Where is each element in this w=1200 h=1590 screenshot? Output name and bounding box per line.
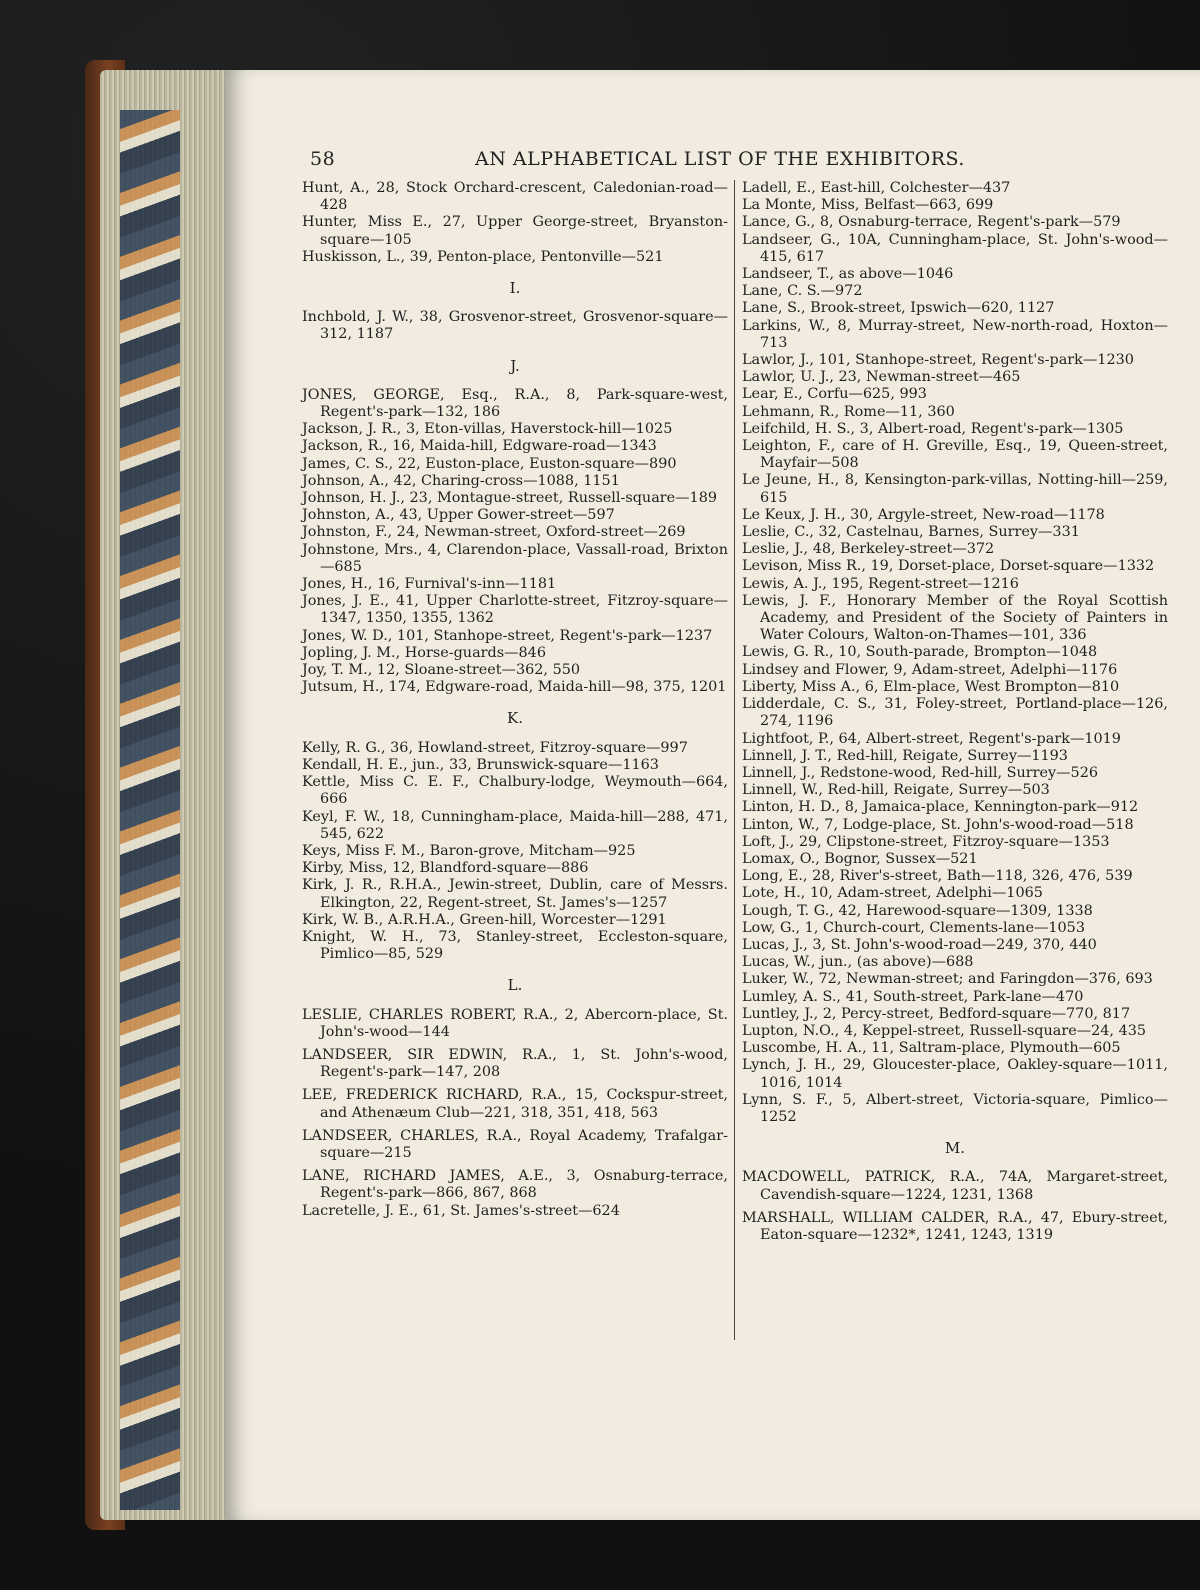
exhibitor-entry: Ladell, E., East-hill, Colchester—437 — [742, 180, 1011, 196]
page-number: 58 — [310, 148, 336, 170]
exhibitor-entry: Lucas, J., 3, St. John's-wood-road—249, 370, 440 — [742, 936, 1097, 953]
exhibitor-entry: Jackson, J. R., 3, Eton-villas, Haverstock-hill—1025 — [302, 421, 673, 438]
academician-entry: MACDOWELL, PATRICK, R.A., 74A, Margaret-street, Cavendish-square—1224, 1231, 1368 — [742, 1169, 1168, 1203]
exhibitor-entry: Hunt, A., 28, Stock Orchard-crescent, Caledonian-road—428 — [302, 180, 728, 214]
exhibitor-entry: Johnston, F., 24, Newman-street, Oxford-street—269 — [302, 524, 686, 541]
exhibitor-entry: Keyl, F. W., 18, Cunningham-place, Maida-hill—288, 471, 545, 622 — [302, 808, 728, 842]
exhibitor-entry: Lindsey and Flower, 9, Adam-street, Adelphi—1176 — [742, 661, 1118, 678]
exhibitor-entry: Joy, T. M., 12, Sloane-street—362, 550 — [302, 662, 581, 679]
exhibitor-entry: Linnell, W., Red-hill, Reigate, Surrey—503 — [742, 782, 1050, 799]
exhibitor-entry: Kirk, J. R., R.H.A., Jewin-street, Dublin, care of Messrs. Elkington, 22, Regent-street, St. James's—1257 — [302, 877, 728, 911]
exhibitor-entry: Linton, W., 7, Lodge-place, St. John's-wood-road—518 — [742, 816, 1134, 833]
exhibitor-entry: Lewis, G. R., 10, South-parade, Brompton—1048 — [742, 644, 1098, 661]
section-letter: L. — [507, 976, 523, 995]
exhibitor-entry: Landseer, T., as above—1046 — [742, 266, 954, 283]
exhibitor-entry: Le Keux, J. H., 30, Argyle-street, New-road—1178 — [742, 506, 1105, 523]
exhibitor-entry: Jones, J. E., 41, Upper Charlotte-street, Fitzroy-square—1347, 1350, 1355, 1362 — [302, 593, 728, 627]
exhibitor-entry: Lough, T. G., 42, Harewood-square—1309, 1338 — [742, 902, 1093, 919]
exhibitor-entry: Long, E., 28, River's-street, Bath—118, 326, 476, 539 — [742, 868, 1133, 885]
exhibitor-entry: Lane, S., Brook-street, Ipswich—620, 1127 — [742, 300, 1055, 317]
exhibitor-entry: Kirk, W. B., A.R.H.A., Green-hill, Worcester—1291 — [302, 911, 667, 928]
exhibitor-entry: Johnston, A., 43, Upper Gower-street—597 — [302, 507, 615, 524]
academician-entry: LEE, FREDERICK RICHARD, R.A., 15, Cockspur-street, and Athenæum Club—221, 318, 351, 418, 563 — [302, 1087, 728, 1121]
exhibitor-entry: Linnell, J. T., Red-hill, Reigate, Surrey—1193 — [742, 747, 1068, 764]
exhibitor-entry: Lewis, A. J., 195, Regent-street—1216 — [742, 575, 1019, 592]
exhibitor-entry: Lear, E., Corfu—625, 993 — [742, 386, 927, 403]
exhibitor-entry: Lane, C. S.—972 — [742, 283, 863, 300]
exhibitor-entry: Leighton, F., care of H. Greville, Esq., 19, Queen-street, Mayfair—508 — [742, 438, 1168, 472]
exhibitor-entry: Lehmann, R., Rome—11, 360 — [742, 403, 955, 420]
right-column — [742, 180, 1168, 1244]
exhibitor-entry: Leslie, C., 32, Castelnau, Barnes, Surrey—331 — [742, 524, 1080, 541]
academician-entry: LANDSEER, SIR EDWIN, R.A., 1, St. John's-wood, Regent's-park—147, 208 — [302, 1046, 728, 1081]
column-divider — [734, 180, 735, 1340]
section-letter: J. — [510, 356, 520, 375]
exhibitor-entry: Johnstone, Mrs., 4, Clarendon-place, Vassall-road, Brixton—685 — [302, 541, 728, 575]
exhibitor-entry: Lynn, S. F., 5, Albert-street, Victoria-square, Pimlico—1252 — [742, 1091, 1168, 1125]
exhibitor-entry: Lance, G., 8, Osnaburg-terrace, Regent's-park—579 — [742, 214, 1121, 231]
exhibitor-entry: Lacretelle, J. E., 61, St. James's-street—624 — [302, 1202, 620, 1219]
exhibitor-entry: Hunter, Miss E., 27, Upper George-street, Bryanston-square—105 — [302, 214, 728, 248]
exhibitor-entry: Keys, Miss F. M., Baron-grove, Mitcham—925 — [302, 842, 636, 859]
exhibitor-entry: Lawlor, J., 101, Stanhope-street, Regent's-park—1230 — [742, 352, 1134, 369]
running-title: AN ALPHABETICAL LIST OF THE EXHIBITORS. — [475, 148, 965, 170]
exhibitor-entry: Lewis, J. F., Honorary Member of the Royal Scottish Academy, and President of the Society of Painters in Water Colours, Walton-on-Thames—101, 336 — [742, 592, 1168, 644]
exhibitor-entry: Leslie, J., 48, Berkeley-street—372 — [742, 541, 995, 558]
exhibitor-entry: Levison, Miss R., 19, Dorset-place, Dorset-square—1332 — [742, 558, 1155, 575]
left-column — [302, 180, 728, 1220]
exhibitor-entry: Lawlor, U. J., 23, Newman-street—465 — [742, 369, 1021, 386]
exhibitor-entry: Johnson, H. J., 23, Montague-street, Russell-square—189 — [302, 490, 718, 507]
section-letter: I. — [509, 279, 521, 298]
exhibitor-entry: Johnson, A., 42, Charing-cross—1088, 1151 — [302, 472, 620, 489]
exhibitor-entry: Huskisson, L., 39, Penton-place, Pentonville—521 — [302, 248, 664, 265]
exhibitor-entry: Lote, H., 10, Adam-street, Adelphi—1065 — [742, 885, 1043, 902]
exhibitor-entry: Jackson, R., 16, Maida-hill, Edgware-road—1343 — [302, 438, 657, 455]
exhibitor-entry: Jones, H., 16, Furnival's-inn—1181 — [302, 576, 557, 593]
exhibitor-entry: Lomax, O., Bognor, Sussex—521 — [742, 850, 978, 867]
exhibitor-entry: Jutsum, H., 174, Edgware-road, Maida-hill—98, 375, 1201 — [302, 679, 727, 696]
exhibitor-entry: Kendall, H. E., jun., 33, Brunswick-square—1163 — [302, 756, 659, 773]
exhibitor-entry: Landseer, G., 10A, Cunningham-place, St. John's-wood—415, 617 — [742, 231, 1168, 265]
exhibitor-entry: Luntley, J., 2, Percy-street, Bedford-square—770, 817 — [742, 1005, 1131, 1022]
academician-entry: MARSHALL, WILLIAM CALDER, R.A., 47, Ebury-street, Eaton-square—1232*, 1241, 1243, 1319 — [742, 1209, 1168, 1243]
exhibitor-entry: Inchbold, J. W., 38, Grosvenor-street, Grosvenor-square—312, 1187 — [302, 309, 728, 343]
exhibitor-entry: Liberty, Miss A., 6, Elm-place, West Brompton—810 — [742, 678, 1120, 695]
exhibitor-entry: Lucas, W., jun., (as above)—688 — [742, 954, 974, 971]
exhibitor-entry: Luker, W., 72, Newman-street; and Faringdon—376, 693 — [742, 971, 1153, 988]
academician-entry: LANE, RICHARD JAMES, A.E., 3, Osnaburg-terrace, Regent's-park—866, 867, 868 — [302, 1168, 728, 1202]
exhibitor-entry: Lidderdale, C. S., 31, Foley-street, Portland-place—126, 274, 1196 — [742, 696, 1168, 730]
marbled-endpaper — [120, 110, 180, 1510]
exhibitor-entry: Knight, W. H., 73, Stanley-street, Eccleston-square, Pimlico—85, 529 — [302, 928, 728, 963]
exhibitor-entry: Jones, W. D., 101, Stanhope-street, Regent's-park—1237 — [302, 627, 713, 644]
exhibitor-entry: Loft, J., 29, Clipstone-street, Fitzroy-square—1353 — [742, 833, 1110, 850]
exhibitor-entry: Linton, H. D., 8, Jamaica-place, Kennington-park—912 — [742, 799, 1139, 816]
academician-entry: LESLIE, CHARLES ROBERT, R.A., 2, Abercorn-place, St. John's-wood—144 — [302, 1006, 728, 1040]
exhibitor-entry: James, C. S., 22, Euston-place, Euston-square—890 — [302, 455, 677, 472]
exhibitor-entry: Lupton, N.O., 4, Keppel-street, Russell-square—24, 435 — [742, 1022, 1147, 1039]
exhibitor-entry: Lynch, J. H., 29, Gloucester-place, Oakley-square—1011, 1016, 1014 — [742, 1057, 1168, 1091]
exhibitor-entry: La Monte, Miss, Belfast—663, 699 — [742, 197, 994, 214]
exhibitor-entry: Le Jeune, H., 8, Kensington-park-villas, Notting-hill—259, 615 — [742, 472, 1168, 506]
exhibitor-entry: Leifchild, H. S., 3, Albert-road, Regent's-park—1305 — [742, 420, 1124, 437]
exhibitor-entry: Lightfoot, P., 64, Albert-street, Regent's-park—1019 — [742, 730, 1121, 747]
exhibitor-entry: Jopling, J. M., Horse-guards—846 — [302, 644, 546, 661]
section-letter: K. — [507, 709, 523, 728]
exhibitor-entry: Lumley, A. S., 41, South-street, Park-lane—470 — [742, 988, 1084, 1005]
exhibitor-entry: Larkins, W., 8, Murray-street, New-north-road, Hoxton—713 — [742, 317, 1168, 351]
exhibitor-entry: Kirby, Miss, 12, Blandford-square—886 — [302, 860, 589, 877]
exhibitor-entry: Kettle, Miss C. E. F., Chalbury-lodge, Weymouth—664, 666 — [302, 774, 728, 808]
exhibitor-entry: Low, G., 1, Church-court, Clements-lane—1053 — [742, 919, 1085, 936]
academician-entry: JONES, GEORGE, Esq., R.A., 8, Park-square-west, Regent's-park—132, 186 — [302, 386, 728, 421]
exhibitor-entry: Luscombe, H. A., 11, Saltram-place, Plymouth—605 — [742, 1040, 1121, 1057]
section-letter: M. — [944, 1139, 966, 1158]
academician-entry: LANDSEER, CHARLES, R.A., Royal Academy, Trafalgar-square—215 — [302, 1127, 728, 1161]
exhibitor-entry: Linnell, J., Redstone-wood, Red-hill, Surrey—526 — [742, 764, 1099, 781]
exhibitor-entry: Kelly, R. G., 36, Howland-street, Fitzroy-square—997 — [302, 739, 688, 756]
